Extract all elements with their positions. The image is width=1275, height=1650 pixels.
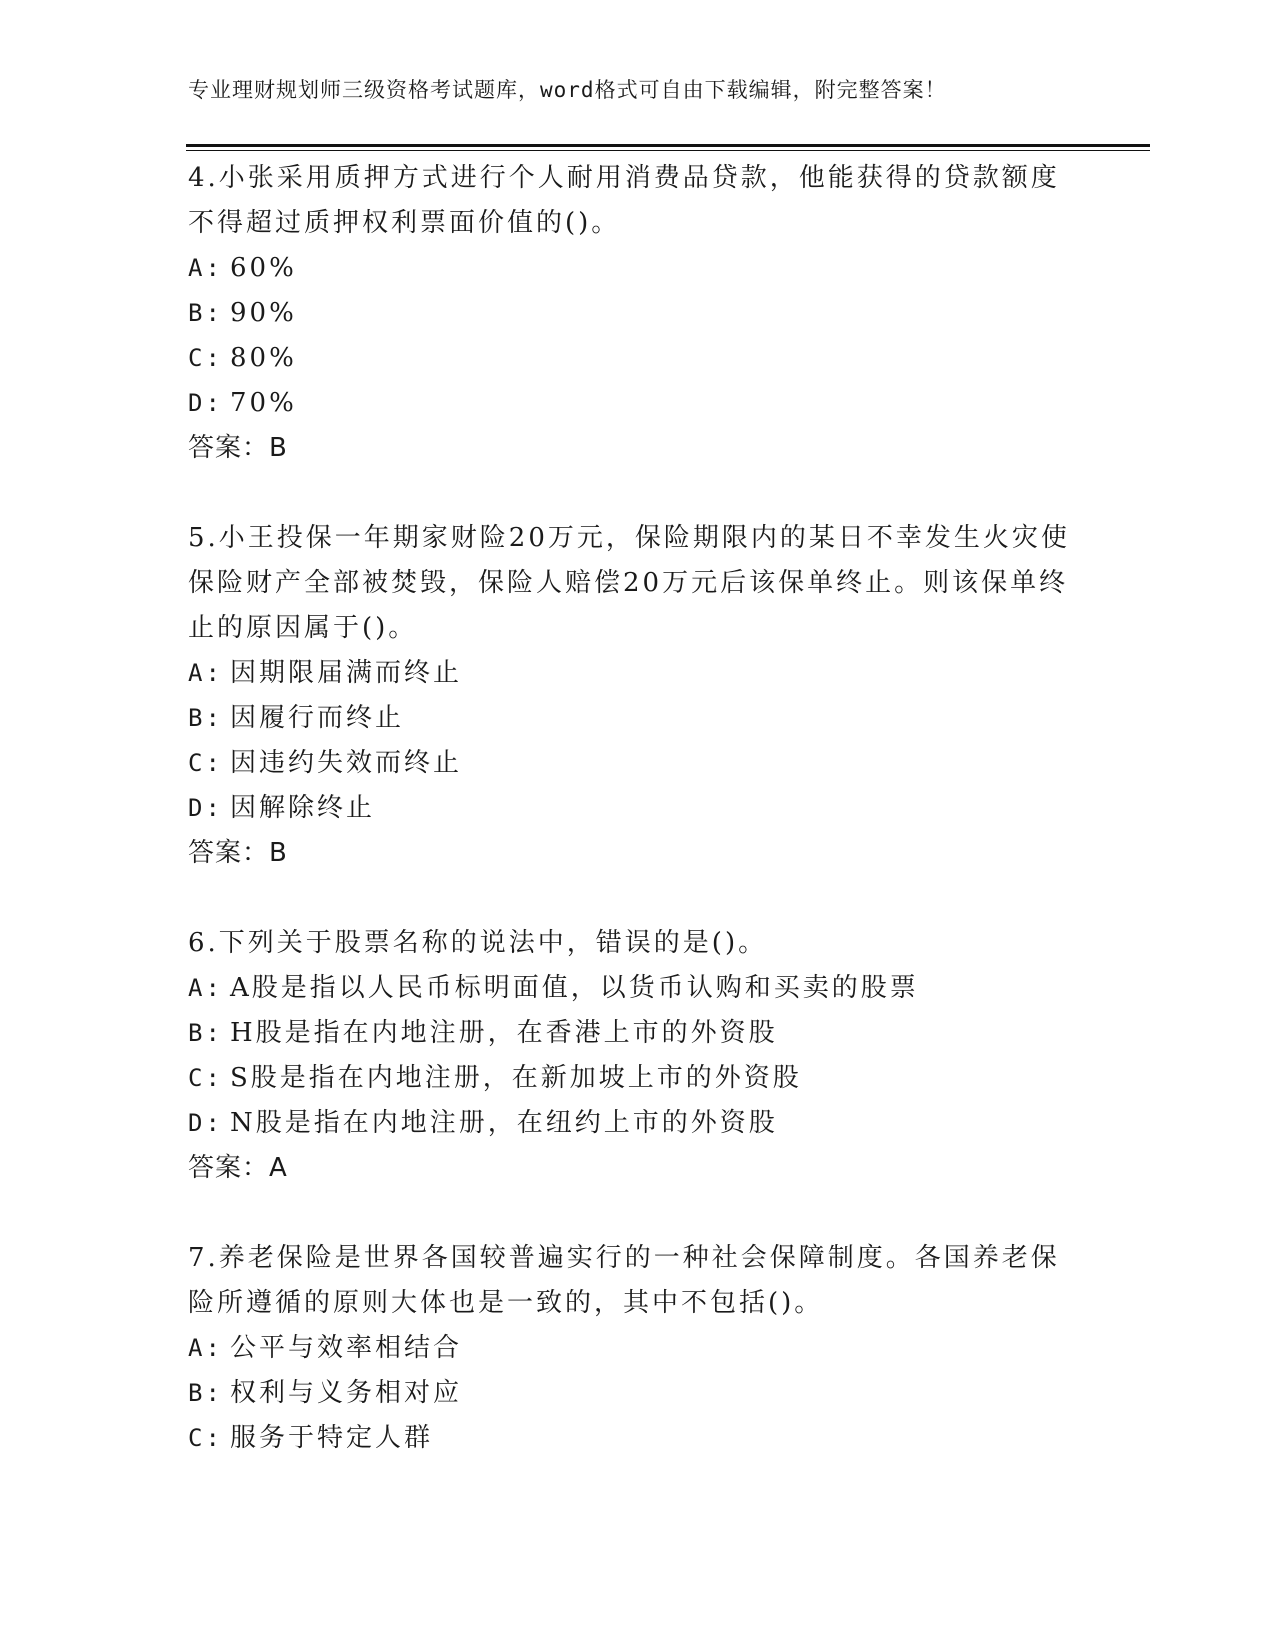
option-b xyxy=(188,1371,1088,1416)
option-text: 因期限届满而终止 xyxy=(230,658,463,688)
page-header: 专业理财规划师三级资格考试题库，word格式可自由下载编辑，附完整答案！ xyxy=(188,78,947,102)
option-a xyxy=(188,966,1088,1011)
option-label: C: xyxy=(188,344,223,372)
option-text: H股是指在内地注册，在香港上市的外资股 xyxy=(230,1018,778,1048)
option-text: N股是指在内地注册，在纽约上市的外资股 xyxy=(230,1108,778,1138)
option-label: D: xyxy=(188,794,223,822)
question-7 xyxy=(188,1236,1088,1461)
option-text: S股是指在内地注册，在新加坡上市的外资股 xyxy=(230,1063,802,1093)
option-label: A: xyxy=(188,1334,223,1362)
answer-line: 答案：A xyxy=(188,1153,288,1183)
option-a xyxy=(188,651,1088,696)
option-c xyxy=(188,1056,1088,1101)
option-text: 因解除终止 xyxy=(230,793,376,823)
option-d xyxy=(188,381,1088,426)
question-list xyxy=(188,156,1088,1506)
option-label: D: xyxy=(188,389,223,417)
option-label: C: xyxy=(188,1424,223,1452)
option-a xyxy=(188,246,1088,291)
question-text-line: 6.下列关于股票名称的说法中，错误的是()。 xyxy=(188,928,768,958)
option-c xyxy=(188,741,1088,786)
option-text: 公平与效率相结合 xyxy=(230,1333,463,1363)
option-label: A: xyxy=(188,974,223,1002)
option-label: A: xyxy=(188,659,223,687)
option-c xyxy=(188,1416,1088,1461)
answer-line: 答案：B xyxy=(188,433,288,463)
option-b xyxy=(188,696,1088,741)
question-text-line: 5.小王投保一年期家财险20万元，保险期限内的某日不幸发生火灾使 xyxy=(188,523,1070,553)
question-text-line: 4.小张采用质押方式进行个人耐用消费品贷款，他能获得的贷款额度 xyxy=(188,163,1060,193)
option-b xyxy=(188,1011,1088,1056)
option-label: B: xyxy=(188,704,223,732)
option-label: D: xyxy=(188,1109,223,1137)
option-label: C: xyxy=(188,1064,223,1092)
option-text: 60% xyxy=(230,253,297,283)
option-b xyxy=(188,291,1088,336)
option-label: A: xyxy=(188,254,223,282)
option-text: 权利与义务相对应 xyxy=(230,1378,463,1408)
option-d xyxy=(188,1101,1088,1146)
option-text: 因违约失效而终止 xyxy=(230,748,463,778)
question-6 xyxy=(188,921,1088,1191)
question-4 xyxy=(188,156,1088,471)
option-text: 90% xyxy=(230,298,297,328)
answer-line: 答案：B xyxy=(188,838,288,868)
question-text-line: 止的原因属于()。 xyxy=(188,613,418,643)
option-text: 因履行而终止 xyxy=(230,703,405,733)
option-label: B: xyxy=(188,1379,223,1407)
option-text: 70% xyxy=(230,388,297,418)
option-label: C: xyxy=(188,749,223,777)
option-text: 服务于特定人群 xyxy=(230,1423,434,1453)
question-5 xyxy=(188,516,1088,876)
option-label: B: xyxy=(188,1019,223,1047)
option-text: A股是指以人民币标明面值，以货币认购和买卖的股票 xyxy=(230,973,919,1003)
question-text-line: 保险财产全部被焚毁，保险人赔偿20万元后该保单终止。则该保单终 xyxy=(188,568,1069,598)
option-text: 80% xyxy=(230,343,297,373)
option-label: B: xyxy=(188,299,223,327)
question-text-line: 不得超过质押权利票面价值的()。 xyxy=(188,208,621,238)
option-d xyxy=(188,786,1088,831)
question-text-line: 7.养老保险是世界各国较普遍实行的一种社会保障制度。各国养老保 xyxy=(188,1243,1060,1273)
option-a xyxy=(188,1326,1088,1371)
header-rule-thin xyxy=(186,150,1150,151)
header-rule-thick xyxy=(186,144,1150,147)
option-c xyxy=(188,336,1088,381)
question-text-line: 险所遵循的原则大体也是一致的，其中不包括()。 xyxy=(188,1288,824,1318)
